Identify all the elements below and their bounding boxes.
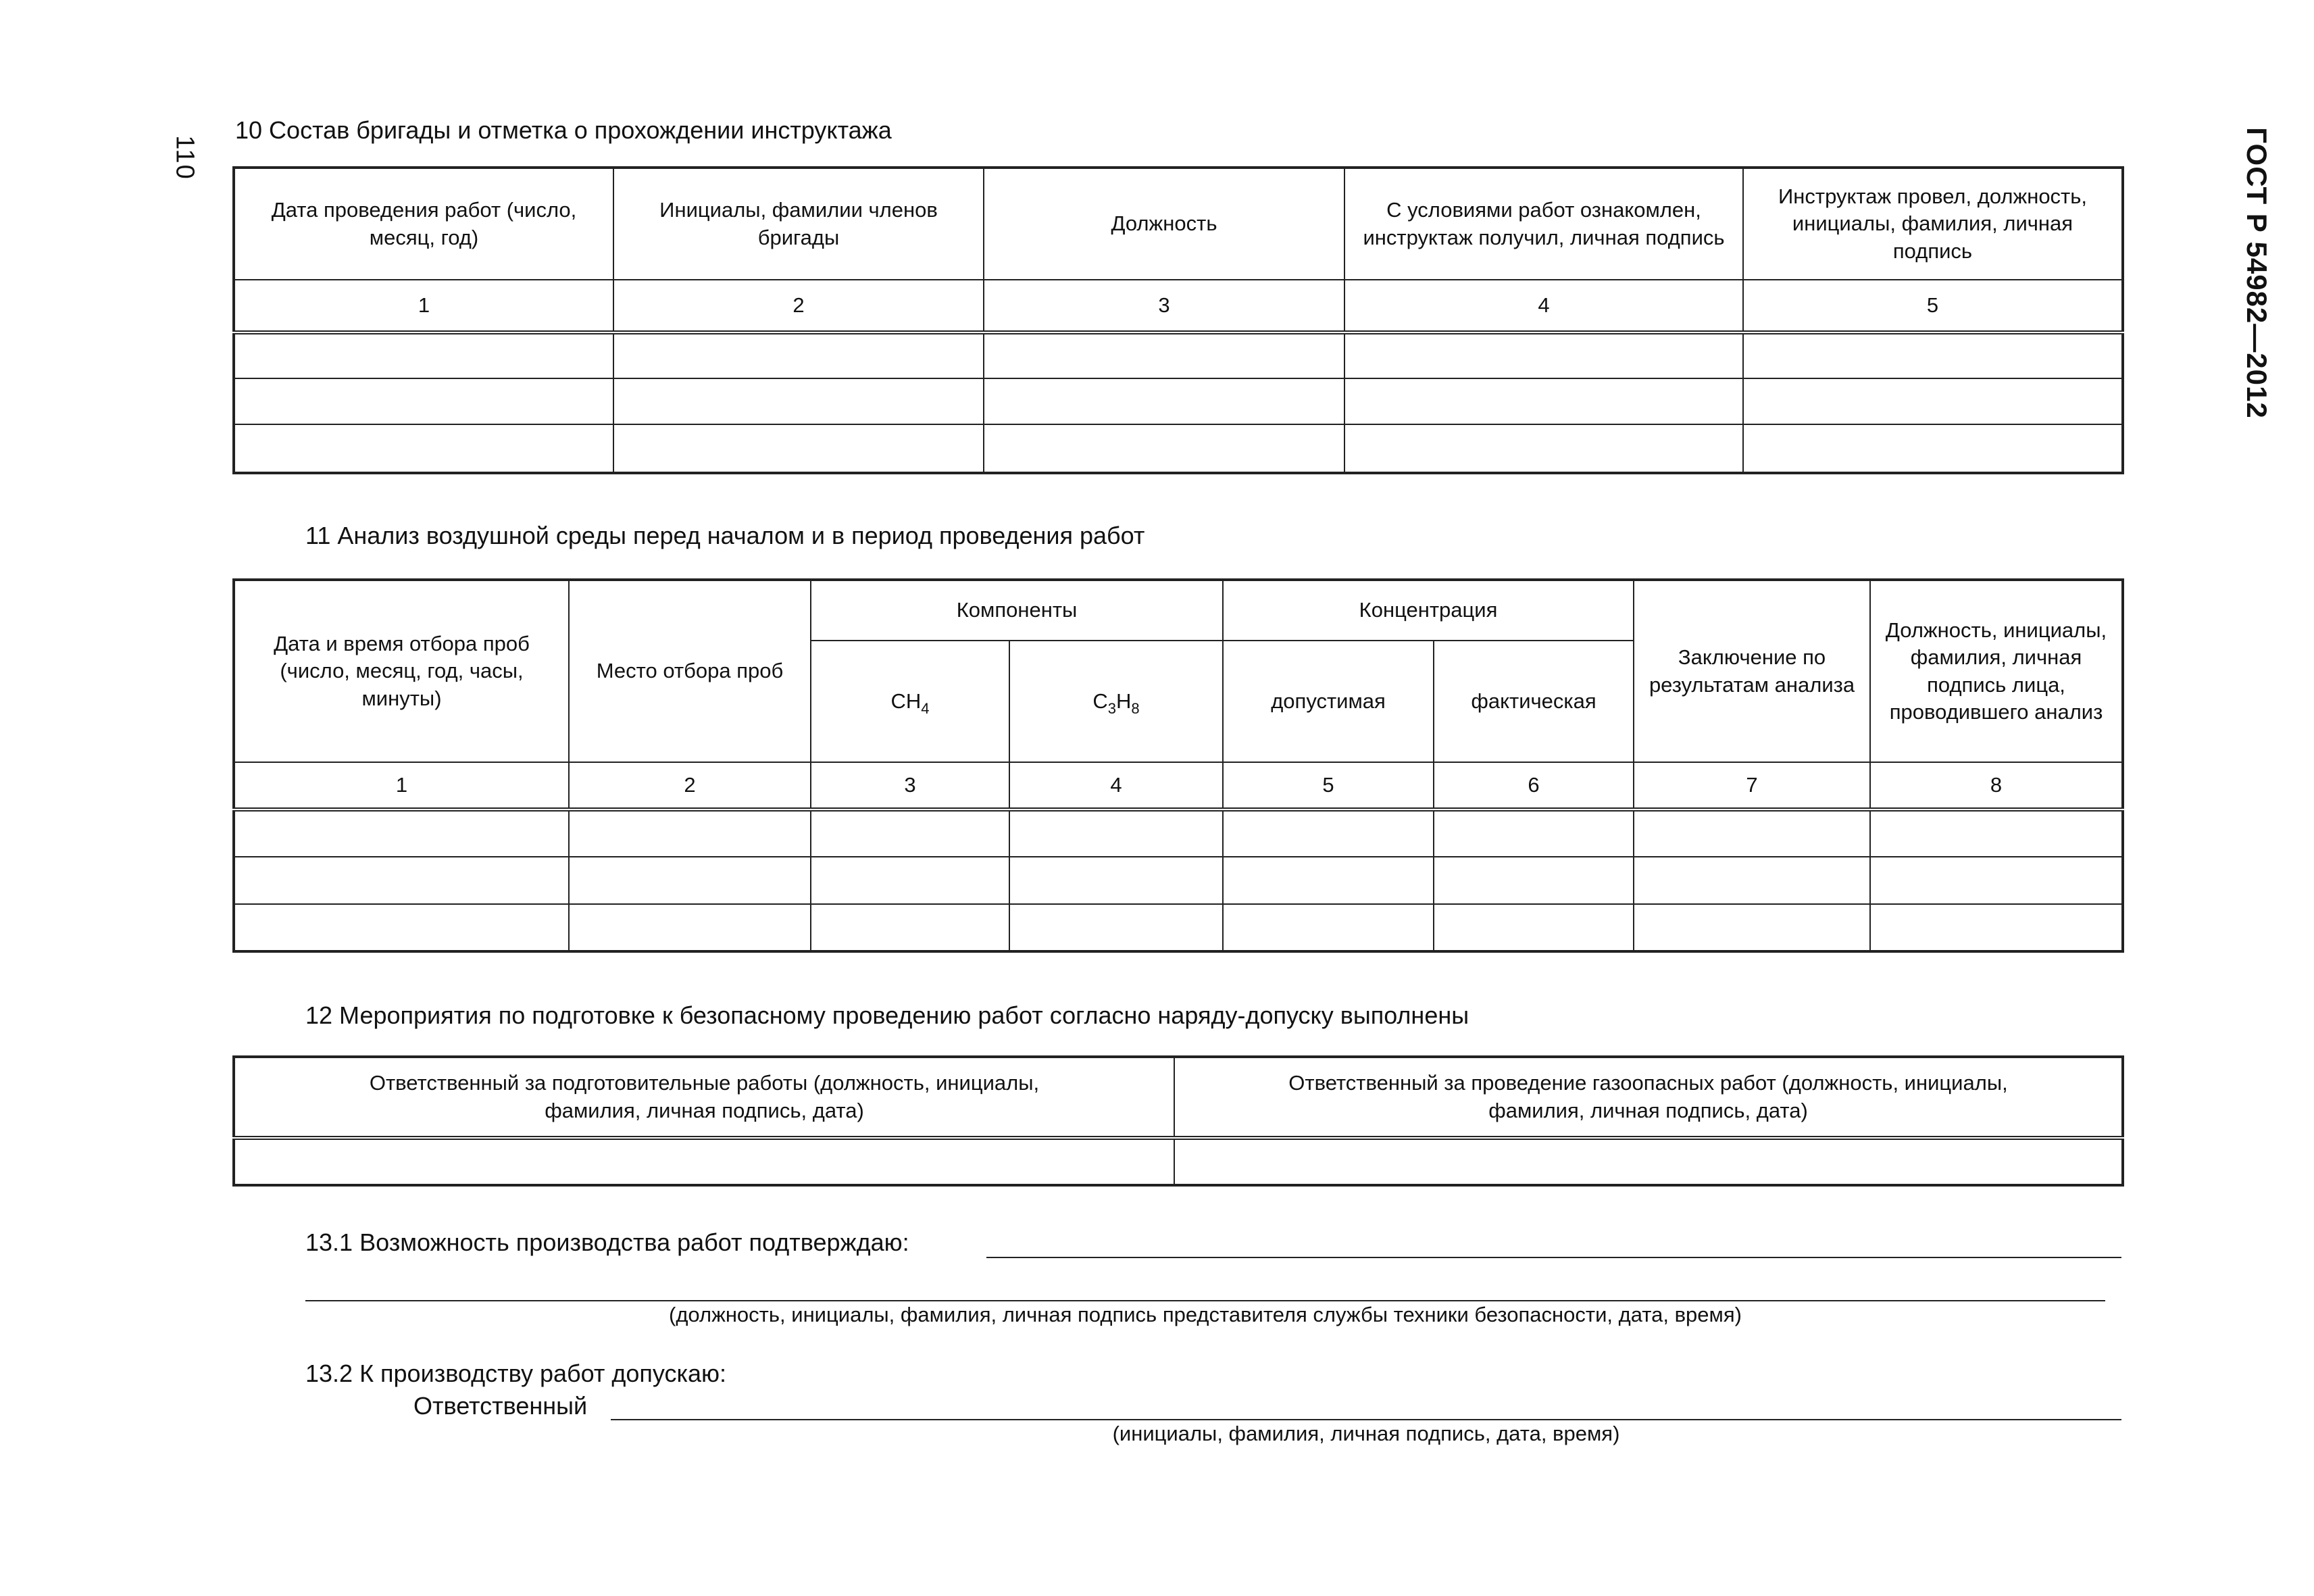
crew-header-row (234, 168, 2123, 280)
responsible-gas-header: Ответственный за проведение газоопасных работ (должность, инициалы, фамилия, личная подпись, дата) (1174, 1057, 2123, 1138)
air-col-number: 5 (1223, 762, 1434, 809)
blank-cell[interactable] (569, 809, 811, 857)
blank-cell[interactable] (1434, 809, 1634, 857)
air-header-row-1 (234, 580, 2123, 641)
blank-cell[interactable] (1634, 904, 1870, 951)
blank-cell[interactable] (613, 424, 984, 473)
signature-line[interactable] (611, 1419, 2121, 1420)
blank-cell[interactable] (1344, 424, 1743, 473)
blank-cell[interactable] (1743, 378, 2123, 424)
blank-cell[interactable] (1344, 332, 1743, 378)
signature-line[interactable] (986, 1257, 2121, 1258)
air-number-row (234, 762, 2123, 809)
document-code: ГОСТ Р 54982—2012 (2241, 127, 2273, 419)
air-header-datetime: Дата и время отбора проб (число, месяц, год, часы, минуты) (234, 580, 569, 762)
air-col-number: 8 (1870, 762, 2123, 809)
air-col-number: 1 (234, 762, 569, 809)
responsible-table (232, 1055, 2124, 1187)
section-13-1-caption: (должность, инициалы, фамилия, личная подпись представителя службы техники безопасности, дата, время) (669, 1303, 1742, 1326)
blank-cell[interactable] (234, 1138, 1174, 1185)
blank-cell[interactable] (984, 424, 1344, 473)
crew-col-number: 3 (984, 280, 1344, 332)
blank-cell[interactable] (1743, 424, 2123, 473)
crew-col-number: 2 (613, 280, 984, 332)
page-number: 110 (170, 135, 199, 180)
section-12-title: 12 Мероприятия по подготовке к безопасному проведению работ согласно наряду-допуску выполнены (305, 1001, 1469, 1029)
blank-cell[interactable] (984, 332, 1344, 378)
crew-blank-row (234, 332, 2123, 378)
signature-line[interactable] (305, 1300, 2105, 1301)
propane-h-subscript: 8 (1131, 699, 1140, 717)
blank-cell[interactable] (569, 904, 811, 951)
air-header-concentration: Концентрация (1223, 580, 1634, 641)
blank-cell[interactable] (234, 904, 569, 951)
propane-h: H (1116, 689, 1132, 713)
blank-cell[interactable] (811, 857, 1009, 904)
crew-col-number: 4 (1344, 280, 1743, 332)
blank-cell[interactable] (1870, 904, 2123, 951)
blank-cell[interactable] (234, 809, 569, 857)
blank-cell[interactable] (569, 857, 811, 904)
blank-cell[interactable] (1434, 904, 1634, 951)
responsible-blank-row (234, 1138, 2123, 1185)
section-13-2-caption: (инициалы, фамилия, личная подпись, дата, время) (1112, 1422, 1620, 1445)
air-header-allowed: допустимая (1223, 641, 1434, 762)
section-13-2-label: 13.2 К производству работ допускаю: (305, 1360, 727, 1387)
crew-header-date: Дата проведения работ (число, месяц, год) (234, 168, 613, 280)
crew-header-acknowledged: С условиями работ ознакомлен, инструктаж получил, личная подпись (1344, 168, 1743, 280)
blank-cell[interactable] (1009, 857, 1223, 904)
blank-cell[interactable] (1223, 904, 1434, 951)
crew-blank-row (234, 378, 2123, 424)
blank-cell[interactable] (1634, 857, 1870, 904)
air-header-place: Место отбора проб (569, 580, 811, 762)
section-11-title: 11 Анализ воздушной среды перед началом и в период проведения работ (305, 522, 1145, 549)
crew-blank-row (234, 424, 2123, 473)
crew-col-number: 5 (1743, 280, 2123, 332)
crew-header-names: Инициалы, фамилии членов бригады (613, 168, 984, 280)
air-col-number: 6 (1434, 762, 1634, 809)
blank-cell[interactable] (1223, 857, 1434, 904)
air-col-number: 3 (811, 762, 1009, 809)
blank-cell[interactable] (234, 424, 613, 473)
blank-cell[interactable] (234, 857, 569, 904)
section-13-1-label: 13.1 Возможность производства работ подтверждаю: (305, 1228, 909, 1256)
propane-c: C (1092, 689, 1108, 713)
air-blank-row (234, 857, 2123, 904)
blank-cell[interactable] (1870, 857, 2123, 904)
blank-cell[interactable] (1223, 809, 1434, 857)
crew-header-instructor: Инструктаж провел, должность, инициалы, фамилия, личная подпись (1743, 168, 2123, 280)
methane-subscript: 4 (921, 699, 930, 717)
propane-c-subscript: 3 (1107, 699, 1116, 717)
blank-cell[interactable] (1870, 809, 2123, 857)
air-col-number: 2 (569, 762, 811, 809)
responsible-label: Ответственный (413, 1392, 588, 1420)
air-header-methane (811, 641, 1009, 762)
blank-cell[interactable] (234, 332, 613, 378)
blank-cell[interactable] (811, 809, 1009, 857)
blank-cell[interactable] (234, 378, 613, 424)
blank-cell[interactable] (1009, 904, 1223, 951)
crew-number-row (234, 280, 2123, 332)
air-header-actual: фактическая (1434, 641, 1634, 762)
blank-cell[interactable] (1634, 809, 1870, 857)
blank-cell[interactable] (613, 378, 984, 424)
air-col-number: 4 (1009, 762, 1223, 809)
blank-cell[interactable] (1174, 1138, 2123, 1185)
crew-col-number: 1 (234, 280, 613, 332)
methane-base: CH (890, 689, 922, 713)
air-analysis-table (232, 578, 2124, 953)
blank-cell[interactable] (1434, 857, 1634, 904)
blank-cell[interactable] (1743, 332, 2123, 378)
responsible-header-row (234, 1057, 2123, 1138)
air-col-number: 7 (1634, 762, 1870, 809)
blank-cell[interactable] (1009, 809, 1223, 857)
air-blank-row (234, 809, 2123, 857)
crew-header-position: Должность (984, 168, 1344, 280)
air-header-components: Компоненты (811, 580, 1223, 641)
crew-table (232, 166, 2124, 474)
blank-cell[interactable] (613, 332, 984, 378)
air-header-propane (1009, 641, 1223, 762)
blank-cell[interactable] (1344, 378, 1743, 424)
air-header-analyst: Должность, инициалы, фамилия, личная подпись лица, проводившего анализ (1870, 580, 2123, 762)
air-blank-row (234, 904, 2123, 951)
blank-cell[interactable] (811, 904, 1009, 951)
air-header-conclusion: Заключение по результатам анализа (1634, 580, 1870, 762)
blank-cell[interactable] (984, 378, 1344, 424)
section-10-title: 10 Состав бригады и отметка о прохождении инструктажа (235, 116, 892, 144)
responsible-prep-header: Ответственный за подготовительные работы (должность, инициалы, фамилия, личная подпись, дата) (234, 1057, 1174, 1138)
